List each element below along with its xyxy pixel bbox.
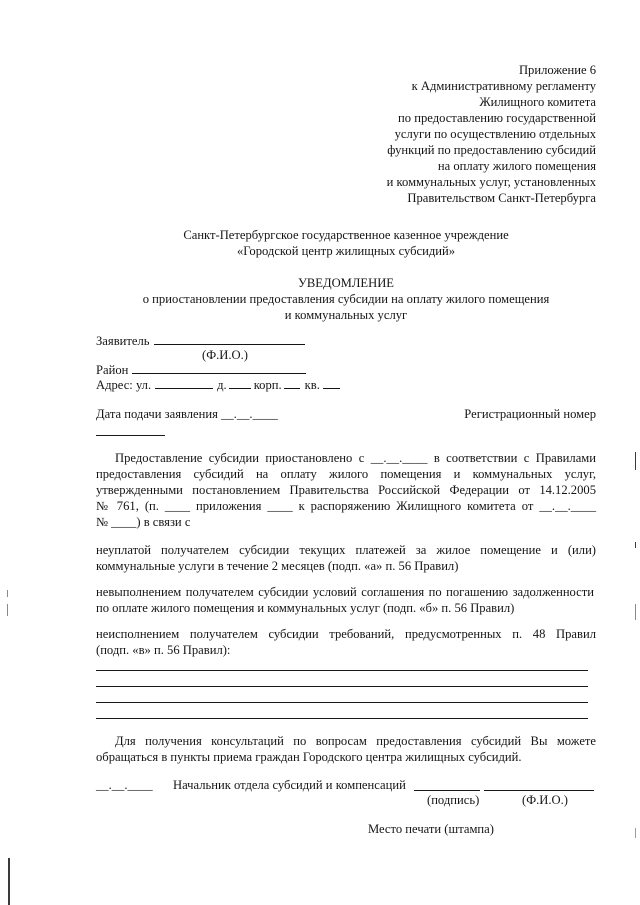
reason-b-line: невыполнением получателем субсидии условий соглашения по погашению задолженности [96, 585, 594, 599]
scan-mark [635, 452, 636, 470]
scan-mark [635, 828, 636, 838]
appendix-line: к Административному регламенту [411, 79, 596, 93]
notice-title: УВЕДОМЛЕНИЕ [297, 276, 394, 290]
organization-line: «Городской центр жилищных субсидий» [236, 244, 456, 258]
reason-b-line: по оплате жилого помещения и коммунальных услуг (подп. «б» п. 56 Правил) [96, 601, 515, 615]
scan-mark [635, 604, 636, 620]
reason-c-line: неисполнением получателем субсидии требований, предусмотренных п. 48 Правил [96, 627, 596, 641]
address-house-blank [229, 377, 251, 389]
address-building-blank [284, 377, 300, 389]
appendix-line: услуги по осуществлению отдельных [394, 127, 596, 141]
applicant-fio-caption: (Ф.И.О.) [202, 348, 248, 362]
address-house-label: д. [217, 378, 227, 392]
signature-caption: (подпись) [427, 793, 480, 807]
scan-mark [635, 542, 636, 548]
suspension-line: предоставления субсидий на оплату жилого помещения и коммунальных услуг, [96, 467, 596, 481]
reason-a-line: неуплатой получателем субсидии текущих платежей за жилое помещение и (или) [96, 543, 596, 557]
address-apartment-blank [323, 377, 340, 389]
appendix-line: функций по предоставлению субсидий [387, 143, 596, 157]
notice-subtitle-line: и коммунальных услуг [284, 308, 408, 322]
scan-mark [7, 590, 8, 597]
signature-fio-blank [484, 790, 594, 791]
reason-details-line [96, 670, 588, 671]
suspension-line: утвержденными постановлением Правительства Российской Федерации от 14.12.2005 [96, 483, 596, 497]
applicant-label: Заявитель [96, 334, 150, 348]
application-date-value: __.__.____ [221, 407, 278, 421]
application-date-row [96, 406, 278, 422]
signature-fio-caption: (Ф.И.О.) [522, 793, 568, 807]
reason-a-line: коммунальные услуги в течение 2 месяцев (подп. «а» п. 56 Правил) [96, 559, 459, 573]
applicant-name-blank [154, 333, 305, 345]
signature-blank [414, 790, 480, 791]
applicant-row [96, 333, 305, 349]
district-label: Район [96, 363, 129, 377]
scan-mark [8, 858, 10, 905]
suspension-line: № ____) в связи с [96, 515, 191, 529]
district-blank [132, 362, 306, 374]
appendix-line: Приложение 6 [518, 63, 596, 77]
address-apartment-label: кв. [304, 378, 320, 392]
appendix-line: на оплату жилого помещения [437, 159, 596, 173]
notice-heading [96, 275, 596, 323]
suspension-line: Предоставление субсидии приостановлено с __.__.____ в соответствии с Правилами [115, 451, 596, 465]
district-row [96, 362, 306, 378]
registration-number-blank [96, 435, 165, 436]
notice-subtitle-line: о приостановлении предоставления субсидии на оплату жилого помещения [142, 292, 550, 306]
consultation-line: Для получения консультаций по вопросам предоставления субсидий Вы можете [115, 734, 596, 748]
address-row [96, 377, 340, 393]
consultation-line: обращаться в пункты приема граждан Городского центра жилищных субсидий. [96, 750, 522, 764]
stamp-label: Место печати (штампа) [368, 822, 494, 836]
signature-position: Начальник отдела субсидий и компенсаций [173, 778, 406, 792]
address-street-blank [155, 377, 213, 389]
suspension-line: № 761, (п. ____ приложения ____ к распоряжению Жилищного комитета от __.__.____ [96, 499, 596, 513]
reason-details-line [96, 718, 588, 719]
reason-c-line: (подп. «в» п. 56 Правил): [96, 643, 231, 657]
appendix-line: по предоставлению государственной [398, 111, 596, 125]
reason-details-line [96, 702, 588, 703]
organization-line: Санкт-Петербургское государственное казенное учреждение [183, 228, 509, 242]
address-street-label: Адрес: ул. [96, 378, 152, 392]
address-building-label: корп. [253, 378, 282, 392]
signature-date: __.__.____ [96, 778, 153, 792]
registration-number-label: Регистрационный номер [464, 407, 596, 421]
application-date-label: Дата подачи заявления [96, 407, 218, 421]
reason-details-line [96, 686, 588, 687]
appendix-line: Правительством Санкт-Петербурга [407, 191, 596, 205]
appendix-header [387, 62, 596, 206]
organization-name [96, 227, 596, 259]
scan-mark [7, 604, 8, 616]
appendix-line: и коммунальных услуг, установленных [386, 175, 596, 189]
appendix-line: Жилищного комитета [479, 95, 596, 109]
